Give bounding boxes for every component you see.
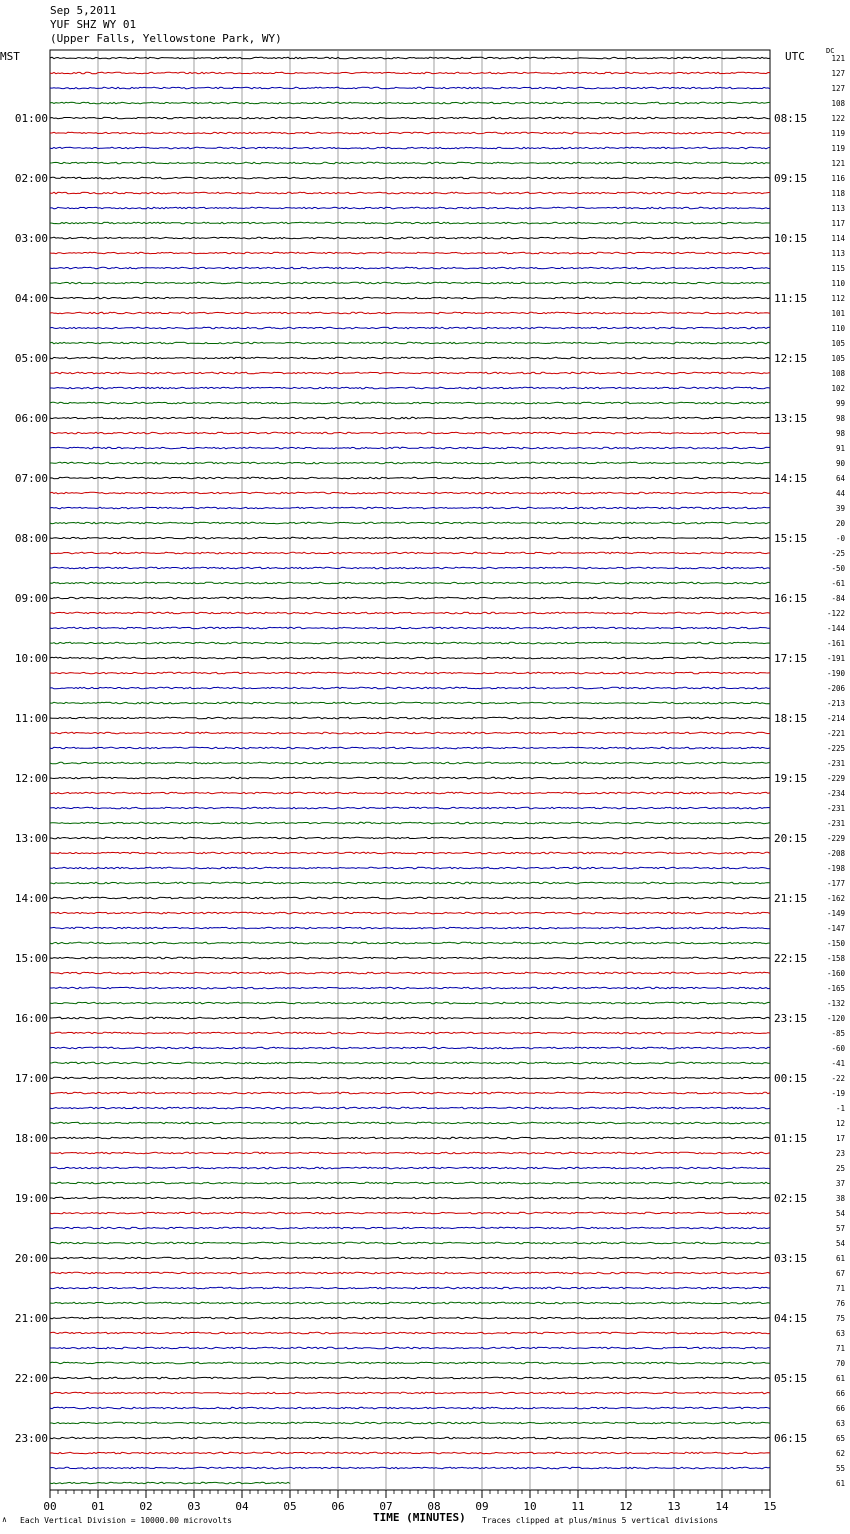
dc-offset-value: -147 [826,924,845,933]
trace-line [50,57,770,59]
left-hour-label: 16:00 [14,1012,48,1025]
trace-line [50,102,770,104]
dc-offset-value: -208 [826,849,845,858]
dc-offset-value: 119 [831,144,845,153]
trace-line [50,87,770,89]
trace-line [50,1197,770,1199]
dc-offset-value: 108 [831,369,845,378]
trace-line [50,732,770,734]
trace-line [50,1212,770,1214]
dc-offset-value: 44 [835,489,845,498]
trace-line [50,882,770,884]
dc-offset-value: -144 [826,624,845,633]
left-hour-label: 13:00 [14,832,48,845]
dc-offset-value: 23 [835,1149,845,1158]
right-hour-label: 03:15 [774,1252,808,1265]
dc-offset-value: 61 [835,1479,845,1488]
trace-line [50,642,770,644]
trace-line [50,387,770,389]
dc-offset-value: 105 [831,354,845,363]
trace-line [50,477,770,479]
trace-line [50,567,770,569]
right-hour-label: 21:15 [774,892,808,905]
dc-offset-value: 116 [831,174,845,183]
right-hour-label: 22:15 [774,952,808,965]
dc-offset-value: 117 [831,219,845,228]
dc-offset-value: -61 [831,579,845,588]
trace-line [50,282,770,284]
trace-line [50,1062,770,1064]
trace-line [50,252,770,254]
dc-offset-value: -85 [831,1029,845,1038]
x-tick-label: 11 [571,1500,585,1513]
x-tick-label: 08 [427,1500,441,1513]
dc-offset-value: -0 [835,534,845,543]
dc-column-header: DC [826,47,835,55]
left-hour-label: 10:00 [14,652,48,665]
left-hour-label: 14:00 [14,892,48,905]
trace-line [50,672,770,674]
dc-offset-value: 115 [831,264,845,273]
trace-line [50,552,770,554]
trace-line [50,1362,770,1364]
trace-line [50,1407,770,1409]
trace-line [50,132,770,134]
trace-line [50,72,770,74]
trace-line [50,987,770,989]
station-location: (Upper Falls, Yellowstone Park, WY) [50,32,282,45]
left-hour-label: 20:00 [14,1252,48,1265]
trace-line [50,327,770,329]
trace-line [50,1092,770,1094]
dc-offset-value: 113 [831,204,845,213]
right-hour-label: 20:15 [774,832,808,845]
dc-offset-value: -60 [831,1044,845,1053]
dc-offset-value: 61 [835,1254,845,1263]
x-axis-title: TIME (MINUTES) [373,1511,466,1524]
dc-offset-value: 76 [835,1299,845,1308]
dc-offset-value: -229 [826,774,845,783]
trace-line [50,162,770,164]
dc-offset-value: 127 [831,69,845,78]
dc-offset-value: 71 [835,1344,845,1353]
trace-line [50,807,770,809]
trace-line [50,447,770,449]
trace-line [50,1182,770,1184]
trace-line [50,1482,290,1484]
trace-line [50,357,770,359]
trace-line [50,537,770,539]
vertical-scale-note: Each Vertical Division = 10000.00 microvolts [20,1516,232,1525]
dc-offset-value: -213 [826,699,845,708]
trace-line [50,207,770,209]
trace-line [50,372,770,374]
x-tick-label: 15 [763,1500,777,1513]
x-tick-label: 07 [379,1500,393,1513]
dc-offset-value: -132 [826,999,845,1008]
dc-offset-value: 63 [835,1419,845,1428]
dc-offset-value: 99 [835,399,845,408]
dc-offset-value: 105 [831,339,845,348]
x-tick-label: 00 [43,1500,57,1513]
dc-offset-value: -84 [831,594,845,603]
x-tick-label: 06 [331,1500,345,1513]
dc-offset-value: 66 [835,1389,845,1398]
dc-offset-value: 37 [835,1179,845,1188]
trace-line [50,267,770,269]
dc-offset-value: 75 [835,1314,845,1323]
dc-offset-value: 102 [831,384,845,393]
trace-line [50,942,770,944]
dc-offset-value: -165 [826,984,845,993]
dc-offset-value: 101 [831,309,845,318]
dc-offset-value: 108 [831,99,845,108]
trace-line [50,1122,770,1124]
trace-line [50,1302,770,1304]
trace-line [50,687,770,689]
trace-line [50,717,770,719]
dc-offset-value: 113 [831,249,845,258]
dc-offset-value: -160 [826,969,845,978]
trace-line [50,867,770,869]
dc-offset-value: 110 [831,324,845,333]
trace-line [50,1167,770,1169]
trace-line [50,117,770,119]
x-tick-label: 12 [619,1500,633,1513]
left-timezone-label: MST [0,50,20,63]
trace-line [50,777,770,779]
dc-offset-value: -50 [831,564,845,573]
trace-line [50,792,770,794]
trace-line [50,927,770,929]
left-hour-label: 17:00 [14,1072,48,1085]
dc-offset-value: -1 [835,1104,845,1113]
trace-line [50,237,770,239]
trace-line [50,657,770,659]
dc-offset-value: 98 [835,429,845,438]
clip-note: Traces clipped at plus/minus 5 vertical divisions [482,1516,719,1525]
dc-offset-value: -206 [826,684,845,693]
dc-offset-value: -25 [831,549,845,558]
dc-offset-value: -158 [826,954,845,963]
right-timezone-label: UTC [785,50,805,63]
trace-line [50,1452,770,1454]
dc-offset-value: 61 [835,1374,845,1383]
trace-line [50,1332,770,1334]
left-hour-label: 22:00 [14,1372,48,1385]
trace-line [50,1152,770,1154]
dc-offset-value: 112 [831,294,845,303]
trace-line [50,1137,770,1139]
dc-offset-value: 91 [835,444,845,453]
right-hour-label: 06:15 [774,1432,808,1445]
trace-line [50,582,770,584]
x-tick-label: 05 [283,1500,297,1513]
dc-offset-value: 12 [835,1119,845,1128]
left-hour-label: 08:00 [14,532,48,545]
trace-line [50,1392,770,1394]
trace-line [50,837,770,839]
dc-offset-value: -225 [826,744,845,753]
dc-offset-value: 71 [835,1284,845,1293]
right-hour-label: 01:15 [774,1132,808,1145]
trace-line [50,1107,770,1109]
x-tick-label: 09 [475,1500,489,1513]
dc-offset-value: 98 [835,414,845,423]
dc-offset-value: 90 [835,459,845,468]
x-tick-label: 14 [715,1500,729,1513]
dc-offset-value: -234 [826,789,845,798]
trace-line [50,1002,770,1004]
trace-line [50,417,770,419]
left-hour-label: 15:00 [14,952,48,965]
dc-offset-value: -231 [826,759,845,768]
dc-offset-value: -162 [826,894,845,903]
right-hour-label: 12:15 [774,352,808,365]
dc-offset-value: 121 [831,54,845,63]
right-hour-label: 23:15 [774,1012,808,1025]
right-hour-label: 19:15 [774,772,808,785]
right-hour-label: 04:15 [774,1312,808,1325]
x-tick-label: 10 [523,1500,537,1513]
dc-offset-value: -161 [826,639,845,648]
right-hour-label: 08:15 [774,112,808,125]
left-hour-label: 07:00 [14,472,48,485]
trace-line [50,1467,770,1469]
trace-line [50,507,770,509]
dc-offset-value: -41 [831,1059,845,1068]
corner-mark: ∧ [2,1515,7,1524]
right-hour-label: 09:15 [774,172,808,185]
dc-offset-value: -177 [826,879,845,888]
dc-offset-value: -229 [826,834,845,843]
dc-offset-value: 119 [831,129,845,138]
dc-offset-value: 55 [835,1464,845,1473]
trace-line [50,462,770,464]
trace-line [50,1317,770,1319]
trace-line [50,1017,770,1019]
dc-offset-value: 118 [831,189,845,198]
trace-line [50,1257,770,1259]
dc-offset-value: 62 [835,1449,845,1458]
left-hour-label: 11:00 [14,712,48,725]
dc-offset-value: 64 [835,474,845,483]
trace-line [50,1287,770,1289]
trace-line [50,147,770,149]
trace-line [50,762,770,764]
trace-line [50,492,770,494]
trace-line [50,852,770,854]
right-hour-label: 14:15 [774,472,808,485]
station-code: YUF SHZ WY 01 [50,18,137,31]
trace-line [50,1377,770,1379]
dc-offset-value: -214 [826,714,845,723]
trace-line [50,957,770,959]
trace-line [50,822,770,824]
left-hour-label: 05:00 [14,352,48,365]
dc-offset-value: -221 [826,729,845,738]
trace-line [50,627,770,629]
left-hour-label: 09:00 [14,592,48,605]
trace-line [50,522,770,524]
dc-offset-value: 67 [835,1269,845,1278]
trace-line [50,312,770,314]
x-tick-label: 02 [139,1500,153,1513]
dc-offset-value: 127 [831,84,845,93]
right-hour-label: 15:15 [774,532,808,545]
trace-line [50,297,770,299]
trace-line [50,1047,770,1049]
x-tick-label: 03 [187,1500,201,1513]
left-hour-label: 12:00 [14,772,48,785]
x-tick-label: 13 [667,1500,681,1513]
dc-offset-value: 54 [835,1239,845,1248]
left-hour-label: 21:00 [14,1312,48,1325]
dc-offset-value: -19 [831,1089,845,1098]
dc-offset-value: 63 [835,1329,845,1338]
x-tick-label: 01 [91,1500,105,1513]
dc-offset-value: 70 [835,1359,845,1368]
right-hour-label: 02:15 [774,1192,808,1205]
plot-date: Sep 5,2011 [50,4,117,17]
dc-offset-value: 25 [835,1164,845,1173]
trace-line [50,612,770,614]
trace-line [50,1272,770,1274]
dc-offset-value: -122 [826,609,845,618]
dc-offset-value: 65 [835,1434,845,1443]
trace-line [50,1242,770,1244]
right-hour-label: 00:15 [774,1072,808,1085]
trace-line [50,1227,770,1229]
dc-offset-value: 121 [831,159,845,168]
right-hour-label: 13:15 [774,412,808,425]
dc-offset-value: 17 [835,1134,845,1143]
trace-line [50,1077,770,1079]
dc-offset-value: 66 [835,1404,845,1413]
left-hour-label: 23:00 [14,1432,48,1445]
right-hour-label: 18:15 [774,712,808,725]
right-hour-label: 16:15 [774,592,808,605]
trace-line [50,972,770,974]
trace-line [50,1437,770,1439]
dc-offset-value: 54 [835,1209,845,1218]
left-hour-label: 19:00 [14,1192,48,1205]
dc-offset-value: -191 [826,654,845,663]
dc-offset-value: -198 [826,864,845,873]
left-hour-label: 06:00 [14,412,48,425]
left-hour-label: 02:00 [14,172,48,185]
trace-line [50,192,770,194]
dc-offset-value: 39 [835,504,845,513]
left-hour-label: 18:00 [14,1132,48,1145]
dc-offset-value: 110 [831,279,845,288]
x-tick-label: 04 [235,1500,249,1513]
trace-line [50,402,770,404]
right-hour-label: 17:15 [774,652,808,665]
dc-offset-value: -150 [826,939,845,948]
dc-offset-value: -231 [826,804,845,813]
trace-line [50,747,770,749]
dc-offset-value: -149 [826,909,845,918]
trace-line [50,342,770,344]
left-hour-label: 04:00 [14,292,48,305]
trace-line [50,1032,770,1034]
dc-offset-value: 20 [835,519,845,528]
trace-line [50,222,770,224]
trace-line [50,912,770,914]
right-hour-label: 11:15 [774,292,808,305]
dc-offset-value: 38 [835,1194,845,1203]
left-hour-label: 03:00 [14,232,48,245]
dc-offset-value: -22 [831,1074,845,1083]
dc-offset-value: -120 [826,1014,845,1023]
dc-offset-value: -231 [826,819,845,828]
trace-line [50,432,770,434]
trace-line [50,897,770,899]
right-hour-label: 10:15 [774,232,808,245]
left-hour-label: 01:00 [14,112,48,125]
dc-offset-value: -190 [826,669,845,678]
right-hour-label: 05:15 [774,1372,808,1385]
dc-offset-value: 57 [835,1224,845,1233]
dc-offset-value: 114 [831,234,845,243]
trace-line [50,702,770,704]
trace-line [50,177,770,179]
trace-line [50,1422,770,1424]
trace-line [50,1347,770,1349]
dc-offset-value: 122 [831,114,845,123]
trace-line [50,597,770,599]
